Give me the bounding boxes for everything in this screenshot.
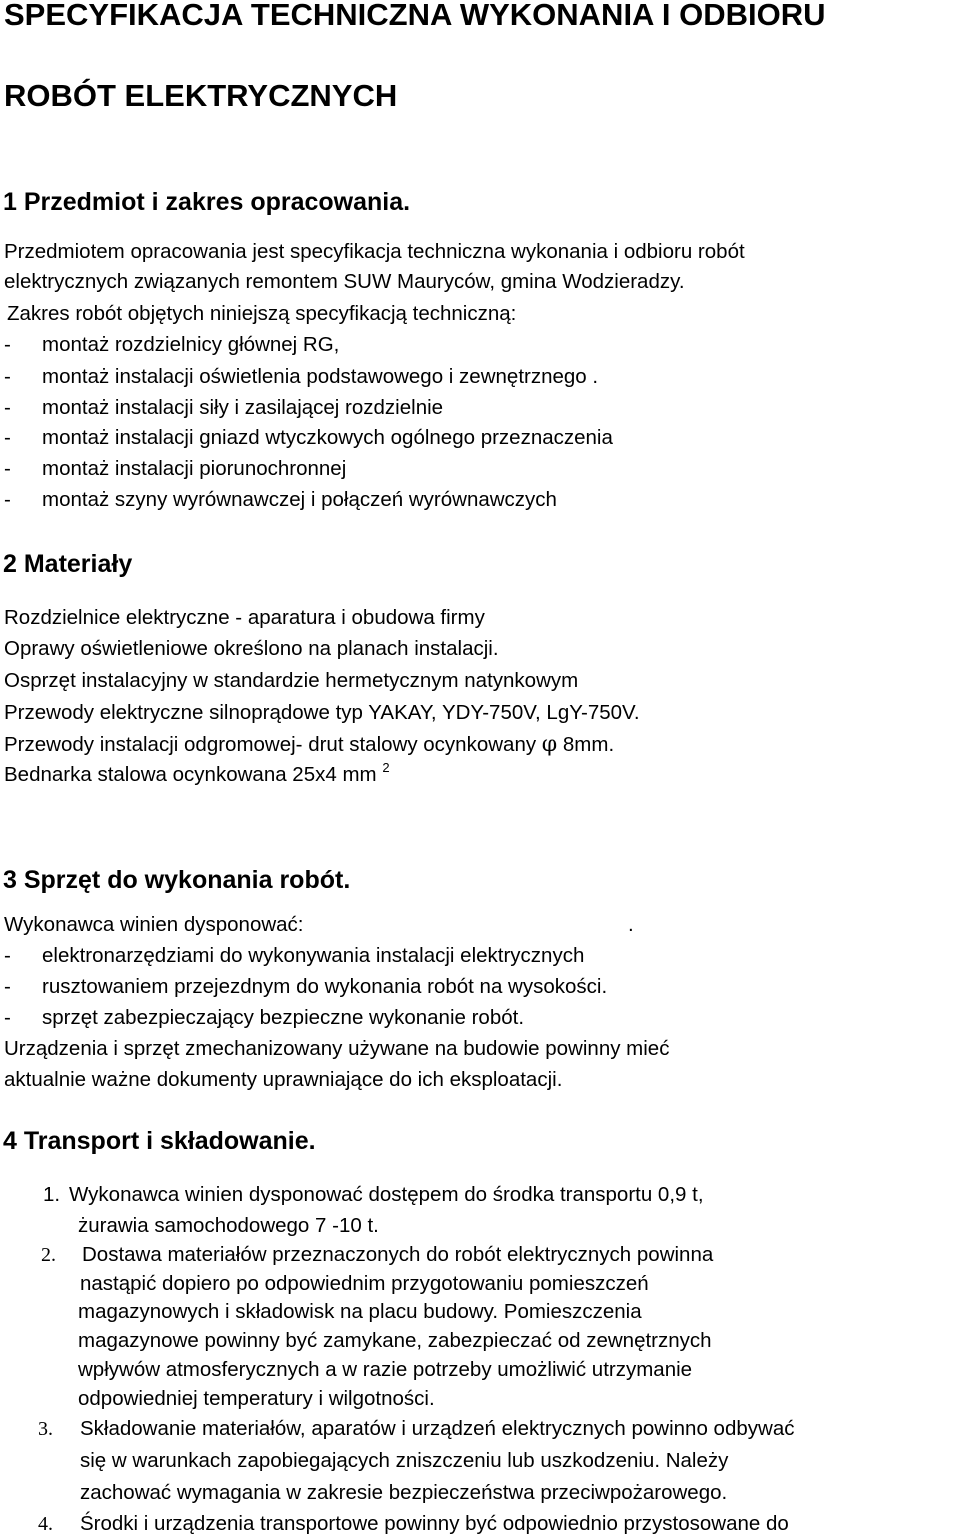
materials-rod-text: Przewody instalacji odgromowej- drut stalowy ocynkowany <box>4 733 542 756</box>
section4-heading: 4 Transport i składowanie. <box>3 1127 316 1155</box>
document-title-line1: SPECYFIKACJA TECHNICZNA WYKONANIA I ODBIORU <box>4 0 826 32</box>
equipment-intro-dot: . <box>628 913 634 936</box>
transport-item-line: Środki i urządzenia transportowe powinny być odpowiednio przystosowane do <box>80 1512 789 1535</box>
diameter-symbol: φ <box>541 732 558 757</box>
materials-rod-size: 8mm. <box>557 733 615 756</box>
list-item-text: montaż szyny wyrównawczej i połączeń wyrównawczych <box>42 488 557 511</box>
section1-heading: 1 Przedmiot i zakres opracowania. <box>3 188 411 216</box>
transport-item-line: magazynowych i składowisk na placu budowy. Pomieszczenia <box>78 1300 642 1323</box>
scope-list-item <box>0 333 960 357</box>
list-dash: - <box>4 396 11 419</box>
materials-line: Oprawy oświetleniowe określono na planach instalacji. <box>4 637 499 660</box>
transport-item-line: wpływów atmosferycznych a w razie potrzeby umożliwić utrzymanie <box>78 1358 693 1381</box>
materials-line: Osprzęt instalacyjny w standardzie hermetycznym natynkowym <box>4 669 579 692</box>
list-dash: - <box>4 488 11 511</box>
section1-intro-line2: elektrycznych związanych remontem SUW Mauryców, gmina Wodzieradzy. <box>4 270 685 293</box>
list-item-text: montaż instalacji gniazd wtyczkowych ogólnego przeznaczenia <box>42 426 613 449</box>
list-number: 3. <box>38 1418 53 1440</box>
equipment-list-item <box>0 944 960 968</box>
list-dash: - <box>4 975 11 998</box>
transport-item-line: magazynowe powinny być zamykane, zabezpieczać od zewnętrznych <box>78 1329 712 1352</box>
transport-item-line: Wykonawca winien dysponować dostępem do środka transportu 0,9 t, <box>69 1183 704 1206</box>
list-item-text: sprzęt zabezpieczający bezpieczne wykonanie robót. <box>42 1006 525 1029</box>
scope-list-item <box>0 457 960 481</box>
equipment-note-line2: aktualnie ważne dokumenty uprawniające do ich eksploatacji. <box>4 1068 563 1091</box>
equipment-intro-text: Wykonawca winien dysponować: <box>4 913 304 936</box>
materials-flat-text: Bednarka stalowa ocynkowana 25x4 mm <box>4 763 377 786</box>
list-item-text: montaż instalacji piorunochronnej <box>42 457 347 480</box>
scope-list-item <box>0 488 960 512</box>
materials-flat-line <box>4 760 390 787</box>
list-dash: - <box>4 333 11 356</box>
section1-scope-label: Zakres robót objętych niniejszą specyfikacją techniczną: <box>7 302 517 325</box>
superscript-unit: 2 <box>382 760 390 775</box>
list-number: 4. <box>38 1513 53 1535</box>
scope-list-item <box>0 426 960 450</box>
materials-rod-line <box>4 732 614 757</box>
transport-item-line: Składowanie materiałów, aparatów i urządzeń elektrycznych powinno odbywać <box>80 1417 795 1440</box>
equipment-list-item <box>0 1006 960 1030</box>
list-number: 1. <box>43 1183 61 1206</box>
equipment-note-line1: Urządzenia i sprzęt zmechanizowany używane na budowie powinny mieć <box>4 1037 670 1060</box>
materials-line: Rozdzielnice elektryczne - aparatura i obudowa firmy <box>4 606 485 629</box>
list-number: 2. <box>41 1244 56 1266</box>
list-item-text: montaż instalacji oświetlenia podstawowego i zewnętrznego . <box>42 365 599 388</box>
list-item-text: montaż rozdzielnicy głównej RG, <box>42 333 340 356</box>
equipment-intro <box>4 913 654 937</box>
transport-item-line: się w warunkach zapobiegających zniszczeniu lub uszkodzeniu. Należy <box>80 1449 729 1472</box>
scope-list-item <box>0 396 960 420</box>
transport-item-line: Dostawa materiałów przeznaczonych do robót elektrycznych powinna <box>82 1243 714 1266</box>
transport-item-line: nastąpić dopiero po odpowiednim przygotowaniu pomieszczeń <box>80 1272 649 1295</box>
document-title-line2: ROBÓT ELEKTRYCZNYCH <box>4 78 398 113</box>
list-dash: - <box>4 457 11 480</box>
scope-list-item <box>0 365 960 389</box>
transport-item-line: zachować wymagania w zakresie bezpieczeństwa przeciwpożarowego. <box>80 1481 728 1504</box>
list-item-text: montaż instalacji siły i zasilającej rozdzielnie <box>42 396 444 419</box>
section3-heading: 3 Sprzęt do wykonania robót. <box>3 866 351 894</box>
transport-item-line: żurawia samochodowego 7 -10 t. <box>78 1214 379 1237</box>
transport-item-line: odpowiedniej temperatury i wilgotności. <box>78 1387 435 1410</box>
section2-heading: 2 Materiały <box>3 550 133 578</box>
list-dash: - <box>4 365 11 388</box>
materials-line: Przewody elektryczne silnoprądowe typ YAKAY, YDY-750V, LgY-750V. <box>4 701 640 724</box>
list-item-text: elektronarzędziami do wykonywania instalacji elektrycznych <box>42 944 585 967</box>
equipment-list-item <box>0 975 960 999</box>
list-dash: - <box>4 426 11 449</box>
list-item-text: rusztowaniem przejezdnym do wykonania robót na wysokości. <box>42 975 608 998</box>
list-dash: - <box>4 944 11 967</box>
list-dash: - <box>4 1006 11 1029</box>
section1-intro-line1: Przedmiotem opracowania jest specyfikacja techniczna wykonania i odbioru robót <box>4 240 745 263</box>
